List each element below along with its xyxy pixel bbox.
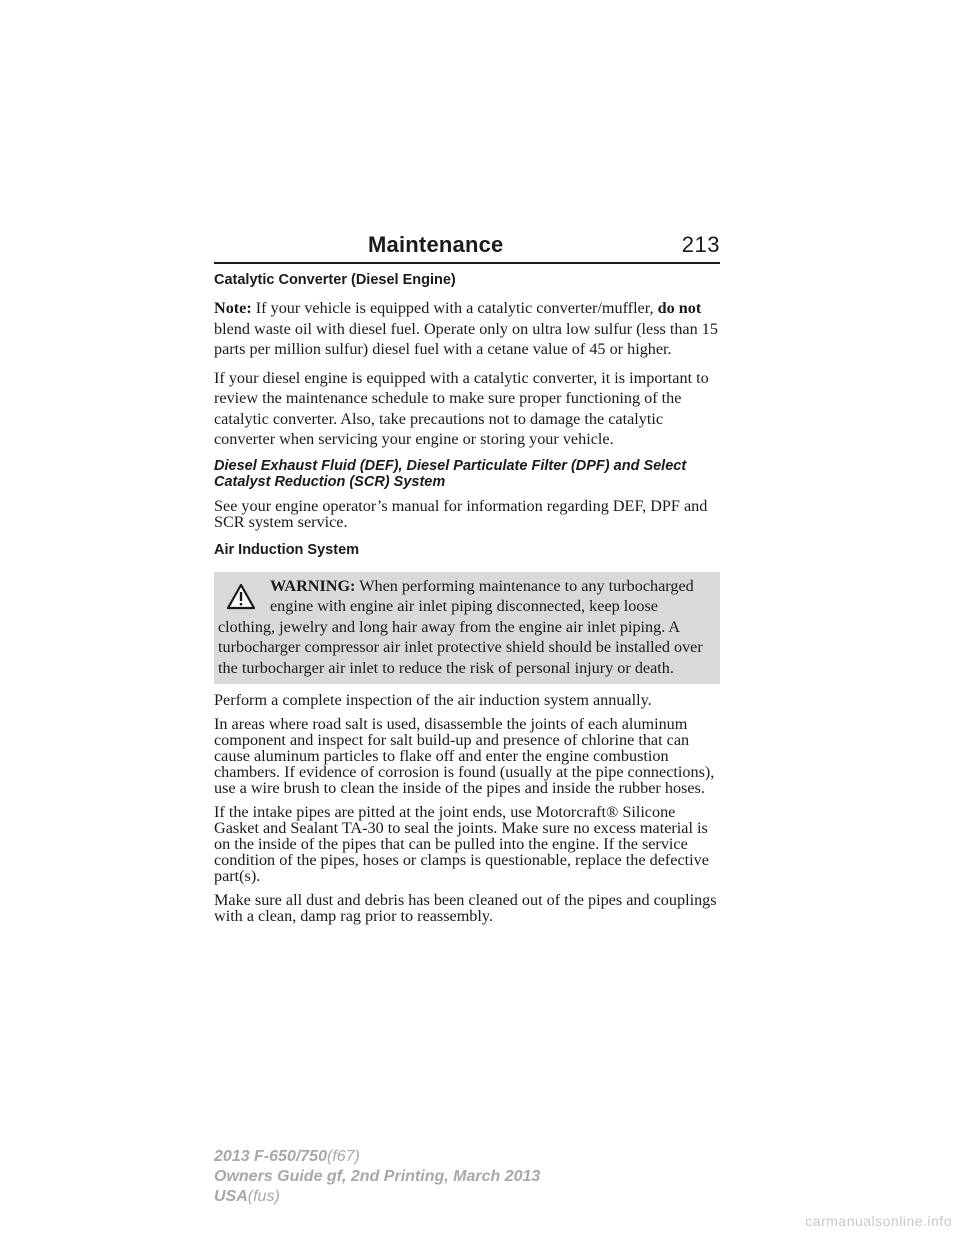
catalytic-note [214,298,720,360]
footer-model-code: (f67) [326,1148,360,1165]
air-paragraph-1: Perform a complete inspection of the air induction system annually. [214,691,652,709]
page-footer [214,1147,540,1207]
footer-model: 2013 F-650/750 [214,1148,327,1165]
watermark: carmanualsonline.info [805,1213,952,1229]
warning-box [214,572,720,685]
catalytic-heading: Catalytic Converter (Diesel Engine) [214,272,456,288]
footer-line-1 [214,1147,540,1167]
page-title: Maintenance [368,232,504,257]
note-label: Note: [214,299,252,317]
air-paragraph-2: In areas where road salt is used, disassemble the joints of each aluminum component and inspect for salt build-up and presence of chlorine that can cause aluminum particles to flake off and enter the engine combustion chambers. If evidence of corrosion is found (usually at the pipe connections), use a wire brush to clean the inside of the pipes and inside the rubber hoses. [214,715,715,797]
footer-market-code: (fus) [247,1188,280,1205]
page-header [214,228,720,264]
note-text-2: blend waste oil with diesel fuel. Operate only on ultra low sulfur (less than 15 parts per million sulfur) diesel fuel with a cetane value of 45 or higher. [214,319,718,358]
warning-triangle-icon [226,582,256,612]
catalytic-paragraph: If your diesel engine is equipped with a catalytic converter, it is important to review the maintenance schedule to make sure proper functioning of the catalytic converter. Also, take precautions not to damage the catalytic converter when servicing your engine or storing your vehicle. [214,368,709,448]
warning-label: WARNING: [270,576,356,595]
note-text-1: If your vehicle is equipped with a catalytic converter/muffler, [255,299,654,317]
air-induction-heading: Air Induction System [214,541,360,558]
note-do-not: do not [657,299,702,317]
page-content [214,270,720,932]
air-paragraph-3: If the intake pipes are pitted at the joint ends, use Motorcraft® Silicone Gasket and Sealant TA-30 to seal the joints. Make sure no excess material is on the inside of the pipes that can be pulled into the engine. If the service condition of the pipes, hoses or clamps is questionable, replace the defective part(s). [214,803,709,885]
footer-line-2: Owners Guide gf, 2nd Printing, March 2013 [214,1168,541,1185]
air-paragraph-4: Make sure all dust and debris has been cleaned out of the pipes and couplings with a clean, damp rag prior to reassembly. [214,891,717,925]
def-paragraph: See your engine operator’s manual for information regarding DEF, DPF and SCR system service. [214,496,708,531]
footer-market: USA [214,1188,248,1205]
warning-text: When performing maintenance to any turbocharged engine with engine air inlet piping disconnected, keep loose clothing, jewelry and long hair away from the engine air inlet piping. A turbocharger compressor air inlet protective shield should be installed over the turbocharger air inlet to reduce the risk of personal injury or death. [218,576,703,677]
page-number: 213 [681,232,720,257]
footer-line-3 [214,1187,540,1207]
def-heading: Diesel Exhaust Fluid (DEF), Diesel Particulate Filter (DPF) and Select Catalyst Reduction (SCR) System [214,457,687,490]
